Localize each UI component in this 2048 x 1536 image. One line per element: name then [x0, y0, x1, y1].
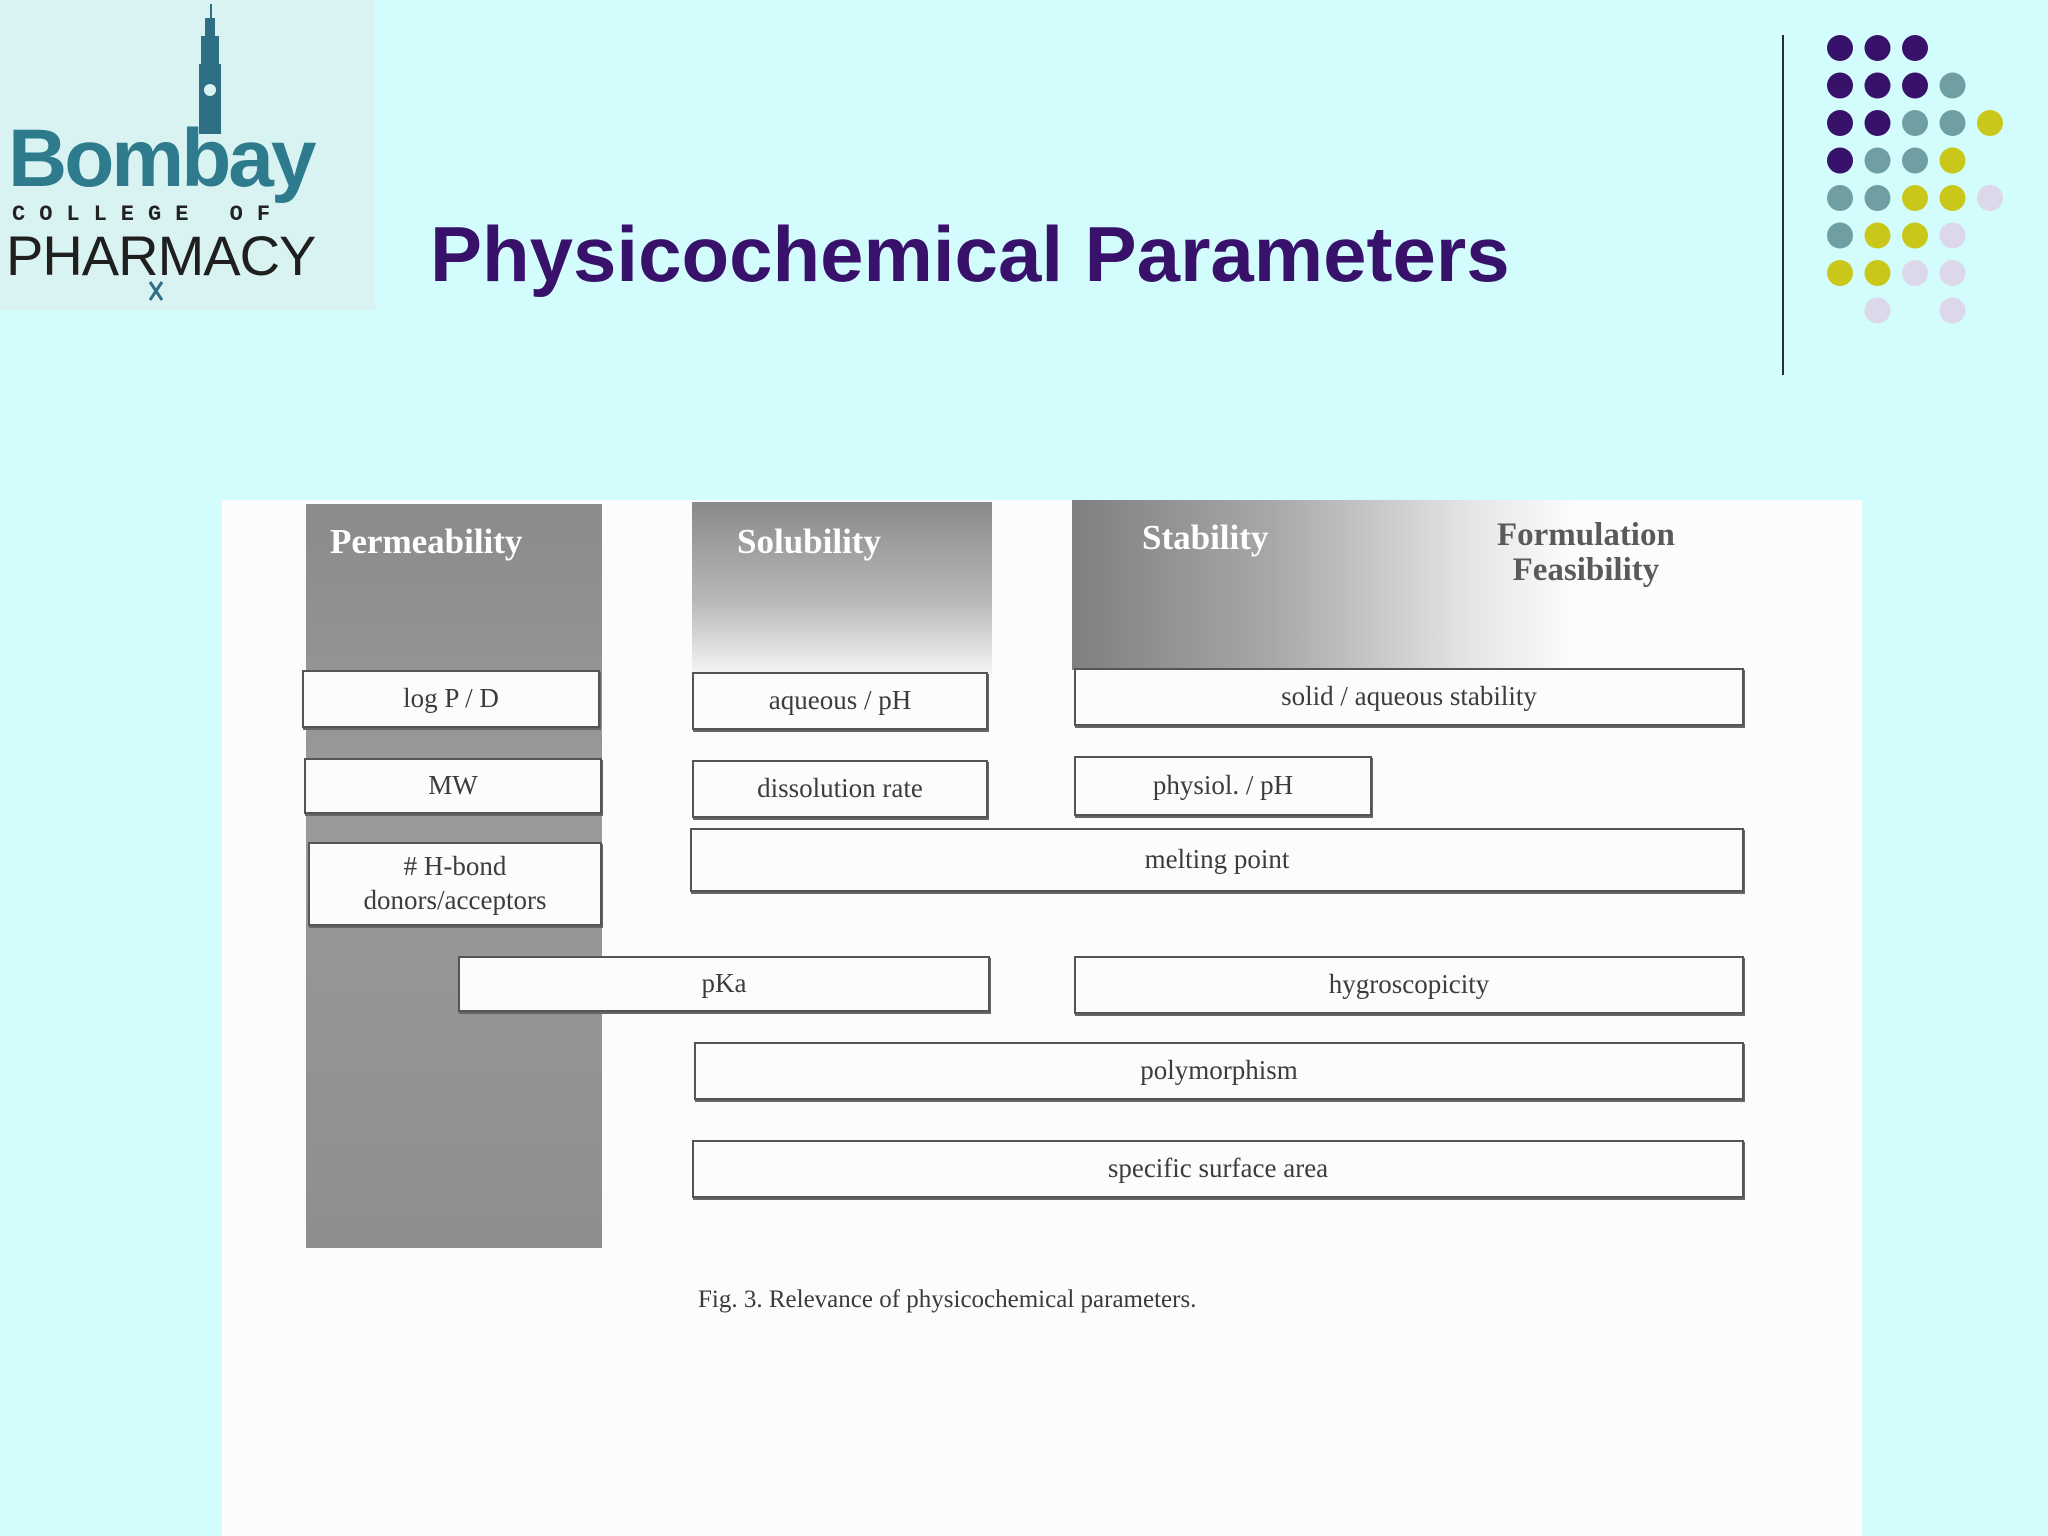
decorative-dot [1865, 223, 1891, 249]
decorative-dot [1827, 35, 1853, 61]
decorative-dot [1865, 298, 1891, 324]
formulation-header-line2: Feasibility [1512, 551, 1660, 588]
permeability-header: Permeability [330, 522, 523, 561]
formulation-feasibility-header [1497, 518, 1675, 587]
box-log-p-d: log P / D [302, 670, 600, 728]
formulation-header-line1: Formulation [1497, 517, 1675, 553]
decorative-dot [1940, 73, 1966, 99]
box-h-bond [308, 842, 602, 926]
h-bond-line1: # H-bond [403, 851, 507, 882]
decorative-dot [1940, 148, 1966, 174]
h-bond-line2: donors/acceptors [363, 885, 547, 915]
box-hygroscopicity: hygroscopicity [1074, 956, 1744, 1014]
logo-wordmark-pharmacy: PHARMACY [6, 224, 316, 287]
decorative-dot [1865, 35, 1891, 61]
box-specific-surface-area: specific surface area [692, 1140, 1744, 1198]
box-aqueous-ph: aqueous / pH [692, 672, 988, 730]
box-solid-aqueous-stability: solid / aqueous stability [1074, 668, 1744, 726]
decorative-dot [1940, 223, 1966, 249]
decorative-dot [1902, 185, 1928, 211]
box-polymorphism: polymorphism [694, 1042, 1744, 1100]
decorative-dot [1977, 185, 2003, 211]
decorative-dot [1940, 260, 1966, 286]
decorative-dot [1865, 110, 1891, 136]
decorative-dot [1827, 73, 1853, 99]
decorative-dot [1902, 148, 1928, 174]
figure-caption: Fig. 3. Relevance of physicochemical parameters. [698, 1286, 1197, 1313]
decorative-dot [1902, 223, 1928, 249]
parameters-figure [222, 500, 1862, 1536]
decorative-dot [1827, 260, 1853, 286]
decorative-dot [1865, 73, 1891, 99]
decorative-dot [1940, 298, 1966, 324]
logo-wordmark-bombay: Bombay [8, 113, 314, 204]
box-mw: MW [304, 758, 602, 814]
decorative-dot [1827, 185, 1853, 211]
stability-header: Stability [1142, 518, 1269, 557]
box-melting-point: melting point [690, 828, 1744, 892]
decorative-dot-grid [0, 0, 2048, 340]
decorative-dot [1827, 223, 1853, 249]
box-physiol-ph: physiol. / pH [1074, 756, 1372, 816]
box-dissolution-rate: dissolution rate [692, 760, 988, 818]
decorative-dot [1865, 260, 1891, 286]
box-pka: pKa [458, 956, 990, 1012]
decorative-dot [1940, 185, 1966, 211]
solubility-header: Solubility [737, 522, 881, 561]
decorative-dot [1977, 110, 2003, 136]
logo-wordmark-college: COLLEGE OF [12, 202, 285, 227]
decorative-dot [1865, 148, 1891, 174]
decorative-dot [1940, 110, 1966, 136]
decorative-dot [1902, 110, 1928, 136]
decorative-dot [1865, 185, 1891, 211]
decorative-dot [1902, 35, 1928, 61]
slide-title: Physicochemical Parameters [430, 210, 1510, 298]
decorative-dot [1902, 260, 1928, 286]
decorative-dot [1827, 110, 1853, 136]
decorative-dot [1902, 73, 1928, 99]
decorative-dot [1827, 148, 1853, 174]
